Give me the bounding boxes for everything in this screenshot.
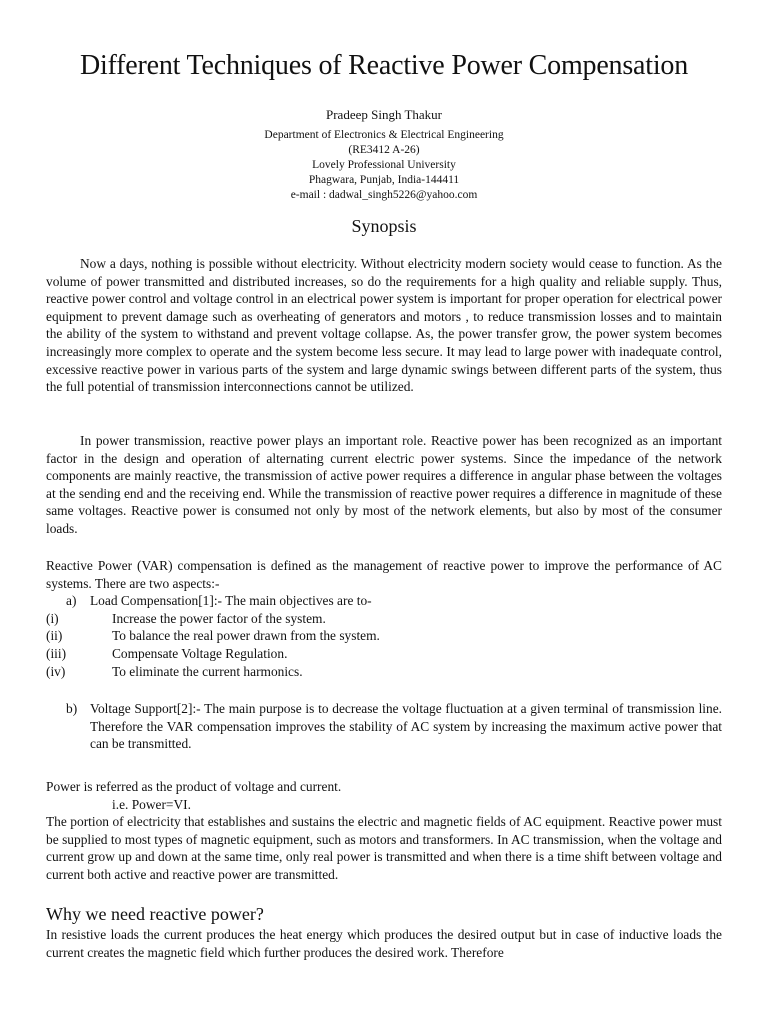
sublist-item xyxy=(46,663,722,681)
compensation-section xyxy=(46,557,722,680)
list-text: Voltage Support[2]:- The main purpose is to decrease the voltage fluctuation at a given terminal of transmission line. Therefore the VAR compensation improves the stability of AC system by increasing the maximum active power that can be transmitted. xyxy=(90,701,722,752)
synopsis-paragraph-2 xyxy=(46,432,722,538)
paper-title: Different Techniques of Reactive Power Compensation xyxy=(79,50,689,81)
list-item-a xyxy=(46,592,722,610)
list-marker: (iii) xyxy=(46,645,67,661)
why-paragraph xyxy=(46,926,722,961)
paragraph-text: In resistive loads the current produces the heat energy which produces the desired output but in case of inductive loads the current creates the magnetic field which further produces the desired work. Therefore xyxy=(46,927,722,960)
synopsis-paragraph-1 xyxy=(46,255,722,396)
power-formula: i.e. Power=VI. xyxy=(112,796,191,812)
sublist-item xyxy=(46,645,722,663)
list-marker: (iv) xyxy=(46,663,66,679)
author-code: (RE3412 A-26) xyxy=(348,144,420,156)
list-marker: (ii) xyxy=(46,628,63,644)
author-email: e-mail : dadwal_singh5226@yahoo.com xyxy=(290,189,478,201)
list-marker: (i) xyxy=(46,610,59,626)
paragraph-text: In power transmission, reactive power plays an important role. Reactive power has been recognized as an important factor in the design and operation of alternating current electric power systems. Since the impedance of the network components are mainly reactive, the transmission of active power requires a difference in angular phase between the voltages at the sending end and the receiving end. While the transmission of reactive power requires a difference in magnitude of these same voltages. Reactive power is consumed not only by most of the network elements, but also by most of the consumer loads. xyxy=(46,433,722,536)
list-item-b xyxy=(46,700,722,753)
list-text: Load Compensation[1]:- The main objectives are to- xyxy=(90,593,372,609)
author-name: Pradeep Singh Thakur xyxy=(325,107,443,122)
section-heading: Why we need reactive power? xyxy=(46,904,264,924)
list-marker: b) xyxy=(66,701,78,716)
list-text: Increase the power factor of the system. xyxy=(112,610,326,626)
list-text: To eliminate the current harmonics. xyxy=(112,663,303,679)
synopsis-heading: Synopsis xyxy=(351,216,417,236)
sublist-item xyxy=(46,610,722,628)
author-university: Lovely Professional University xyxy=(312,159,456,171)
list-marker: a) xyxy=(66,593,77,609)
sublist-item xyxy=(46,627,722,645)
paragraph-text: Reactive Power (VAR) compensation is defined as the management of reactive power to improve the performance of AC systems. There are two aspects:- xyxy=(46,558,722,591)
paragraph-text: The portion of electricity that establishes and sustains the electric and magnetic fields of AC equipment. Reactive power must be supplied to most types of magnetic equipment, such as motors and transformers. In AC transmission, when the voltage and current grow up and down at the same time, only real power is transmitted and when there is a time shift between voltage and current both active and reactive power are transmitted. xyxy=(46,814,722,882)
power-definition-section xyxy=(46,778,722,884)
author-address: Phagwara, Punjab, India-144411 xyxy=(308,174,460,186)
paragraph-text: Power is referred as the product of voltage and current. xyxy=(46,779,342,794)
author-block xyxy=(0,106,768,203)
list-text: To balance the real power drawn from the system. xyxy=(112,628,380,644)
list-text: Compensate Voltage Regulation. xyxy=(112,645,288,661)
author-department: Department of Electronics & Electrical Engineering xyxy=(264,129,504,141)
paragraph-text: Now a days, nothing is possible without electricity. Without electricity modern society would cease to function. As the volume of power transmitted and distributed increases, so do the requirements for a high quality and reliable supply. Thus, reactive power control and voltage control in an electrical power system is important for proper operation for electrical power equipment to prevent damage such as overheating of generators and motors , to reduce transmission losses and to maintain the ability of the system to withstand and prevent voltage collapse. As, the power transfer grow, the power system becomes increasingly more complex to operate and the system become less secure. It may lead to large power with inadequate control, excessive reactive power in various parts of the system and large dynamic swings between different parts of the system, thus the full potential of transmission interconnections cannot be utilized. xyxy=(46,256,722,395)
